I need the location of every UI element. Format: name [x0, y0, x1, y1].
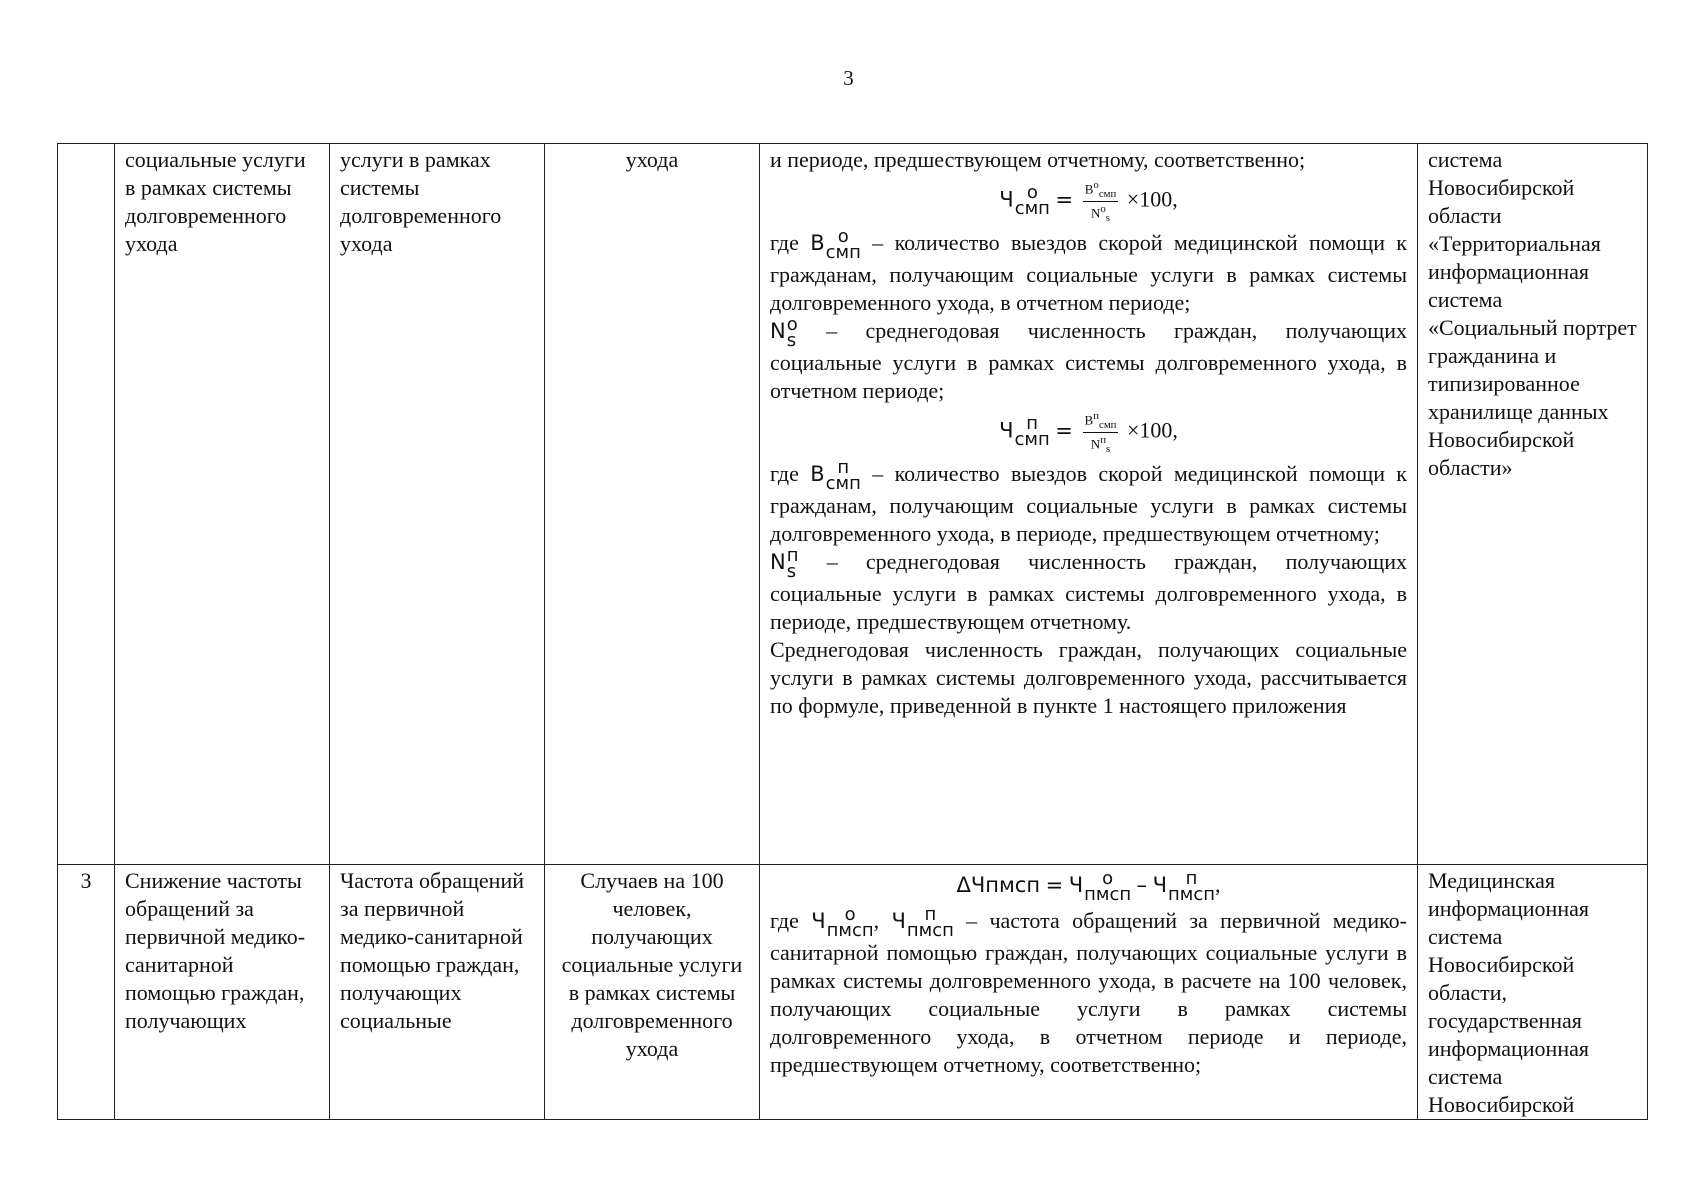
definition-4: N п s – среднегодовая численность граждан, получающих социальные услуги в рамках системы долговременного ухода, в периоде, предшествующем отчетному.: [770, 544, 1408, 634]
method-cell: [760, 865, 1418, 1120]
fraction: $\frac{В^п_{смп}}{N^п_s}$: [1084, 409, 1117, 455]
page-number: 3: [843, 66, 854, 90]
method-cell: [760, 144, 1418, 865]
formula-2: Ч п смп = $\frac{В^п_{смп}}{N^п_s}$ ×100,: [999, 409, 1178, 455]
indicator-definition-cell: услуги в рамках системы долговременного ухода: [330, 144, 545, 865]
indicator-name-cell: социальные услуги в рамках системы долговременного ухода: [115, 144, 330, 865]
fraction: $\frac{В^о_{смп}}{N^о_s}$: [1084, 179, 1117, 224]
method-intro: и периоде, предшествующем отчетному, соответственно;: [770, 147, 1306, 172]
definition-2: N о s – среднегодовая численность граждан, получающих социальные услуги в рамках системы долговременного ухода, в отчетном периоде;: [770, 313, 1408, 403]
unit-cell: Случаев на 100 человек, получающих социальные услуги в рамках системы долговременного ухода: [545, 865, 760, 1120]
indicator-name-cell: Снижение частоты обращений за первичной медико-санитарной помощью граждан, получающих: [115, 865, 330, 1120]
definition-1: где В о смп – количество выездов скорой медицинской помощи к гражданам, получающим социальные услуги в рамках системы долговременного ухода, в отчетном периоде;: [770, 225, 1407, 315]
formula-1: Ч о смп = $\frac{В^о_{смп}}{N^о_s}$ ×100,: [999, 179, 1178, 224]
closing-note: Среднегодовая численность граждан, получающих социальные услуги в рамках системы долговременного ухода, рассчитывается по формуле, приведенной в пункте 1 настоящего приложения: [770, 636, 1407, 718]
table-row: [58, 865, 1648, 1120]
indicator-definition-cell: Частота обращений за первичной медико-санитарной помощью граждан, получающих социальные: [330, 865, 545, 1120]
formula-3: ΔЧпмсп = Ч о пмсп – Ч п пмсп ,: [956, 868, 1221, 905]
row-number-cell: 3: [58, 865, 115, 1120]
data-source-cell: система Новосибирской области «Территориальная информационная система «Социальный портрет гражданина и типизированное хранилище данных Новосибирской области»: [1418, 144, 1648, 865]
definition-3: где В п смп – количество выездов скорой медицинской помощи к гражданам, получающим социальные услуги в рамках системы долговременного ухода, в периоде, предшествующем отчетному;: [770, 456, 1407, 546]
indicators-table: [57, 143, 1648, 1120]
data-source-cell: Медицинская информационная система Новосибирской области, государственная информационная система Новосибирской: [1418, 865, 1648, 1120]
unit-cell: ухода: [545, 144, 760, 865]
row-number-cell: [58, 144, 115, 865]
definition-5: где Ч о пмсп , Ч п пмсп – частота обращений за первичной медико-санитарной помощью граждан, получающих социальные услуги в рамках системы долговременного ухода, в расчете на 100 человек, получающих социальные услуги в рамках системы долговременного ухода, в отчетном периоде и периоде, предшествующем отчетному, соответственно;: [770, 904, 1407, 1077]
table-row: [58, 144, 1648, 865]
